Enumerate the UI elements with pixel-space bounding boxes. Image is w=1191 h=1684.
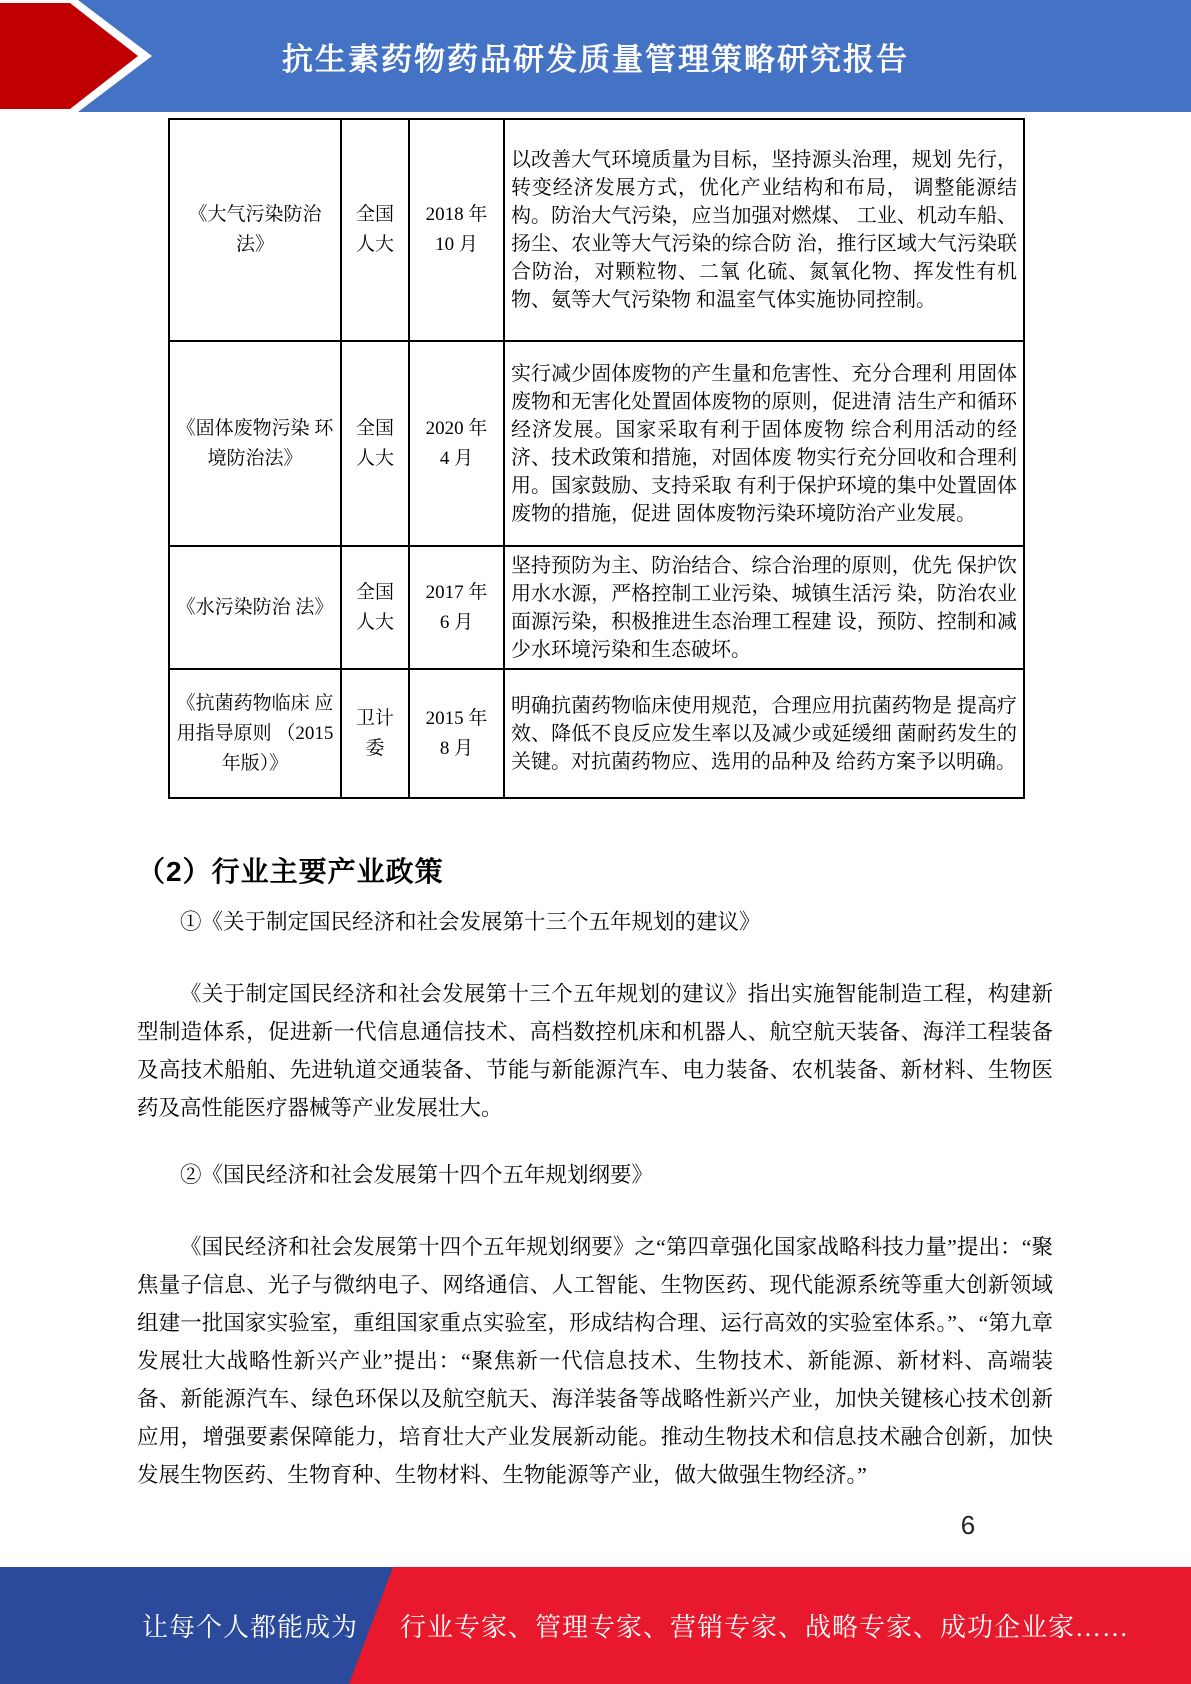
law-date: [409, 669, 504, 798]
law-date-year: 2015 年: [425, 707, 488, 729]
law-name: 《大气污染防治 法》: [169, 119, 341, 341]
law-date: [409, 341, 504, 546]
footer-band: [0, 1567, 1191, 1684]
report-title: 抗生素药物药品研发质量管理策略研究报告: [282, 41, 909, 77]
law-name: 《固体废物污染 环境防治法》: [169, 341, 341, 546]
policy-item-1: ①《关于制定国民经济和社会发展第十三个五年规划的建议》: [180, 910, 761, 934]
law-date-year: 2020 年: [425, 417, 488, 439]
law-date-month: 6 月: [439, 611, 474, 633]
law-date-year: 2017 年: [425, 581, 488, 603]
law-issuer: 全国人大: [341, 546, 409, 669]
law-issuer: 全国人大: [341, 119, 409, 341]
law-date-year: 2018 年: [425, 204, 488, 225]
footer-slogan-right: 行业专家、管理专家、营销专家、战略专家、成功企业家……: [400, 1613, 1130, 1642]
table-row: [169, 341, 1024, 546]
policy-paragraph-2: 《国民经济和社会发展第十四个五年规划纲要》之“第四章强化国家战略科技力量”提出：“聚焦量子信息、光子与微纳电子、网络通信、人工智能、生物医药、现代能源系统等重大创新领域组建一批国家实验室，重组国家重点实验室，形成结构合理、运行高效的实验室体系。”、“第九章发展壮大战略性新兴产业”提出：“聚焦新一代信息技术、生物技术、新能源、新材料、高端装备、新能源汽车、绿色环保以及航空航天、海洋装备等战略性新兴产业，加快关键核心技术创新应用，增强要素保障能力，培育壮大产业发展新动能。推动生物技术和信息技术融合创新，加快发展生物医药、生物育种、生物材料、生物能源等产业，做大做强生物经济。”: [137, 1235, 1053, 1487]
law-name: 《水污染防治 法》: [169, 546, 341, 669]
footer-slogan-left: 让每个人都能成为: [142, 1613, 359, 1642]
law-date-month: 8 月: [439, 737, 474, 759]
law-description: 坚持预防为主、防治结合、综合治理的原则，优先 保护饮用水水源，严格控制工业污染、城镇生活污 染，防治农业面源污染，积极推进生态治理工程建 设，预防、控制和减少水环境污染和生态破坏。: [504, 546, 1024, 669]
table-row: [169, 669, 1024, 798]
section-heading: （2）行业主要产业政策: [137, 856, 444, 887]
law-date-month: 4 月: [439, 447, 474, 469]
law-description: 明确抗菌药物临床使用规范，合理应用抗菌药物是 提高疗效、降低不良反应发生率以及减少或延缓细 菌耐药发生的关键。对抗菌药物应、选用的品种及 给药方案予以明确。: [504, 669, 1024, 798]
law-issuer: 卫计委: [341, 669, 409, 798]
table-row: [169, 546, 1024, 669]
laws-table: [168, 118, 1025, 799]
law-name: 《抗菌药物临床 应用指导原则 （2015 年版）》: [169, 669, 341, 798]
header-band: [0, 0, 1191, 112]
law-date: [409, 119, 504, 341]
page-number: 6: [960, 1510, 976, 1540]
table-row: [169, 119, 1024, 341]
law-description: 实行减少固体废物的产生量和危害性、充分合理利 用固体废物和无害化处置固体废物的原则，促进清 洁生产和循环经济发展。国家采取有利于固体废物 综合利用活动的经济、技术政策和措施，对固体废 物实行充分回收和合理利用。国家鼓励、支持采取 有利于保护环境的集中处置固体废物的措施，促进 固体废物污染环境防治产业发展。: [504, 341, 1024, 546]
law-date-month: 10 月: [435, 234, 478, 255]
law-issuer: 全国人大: [341, 341, 409, 546]
law-description: 以改善大气环境质量为目标，坚持源头治理，规划 先行，转变经济发展方式，优化产业结构和布局， 调整能源结构。防治大气污染，应当加强对燃煤、 工业、机动车船、扬尘、农业等大气污染的综合防 治，推行区域大气污染联合防治，对颗粒物、二氧 化硫、氮氧化物、挥发性有机物、氨等大气污染物 和温室气体实施协同控制。: [504, 119, 1024, 341]
policy-item-2: ②《国民经济和社会发展第十四个五年规划纲要》: [180, 1163, 654, 1187]
law-date: [409, 546, 504, 669]
policy-paragraph-1: 《关于制定国民经济和社会发展第十三个五年规划的建议》指出实施智能制造工程，构建新型制造体系，促进新一代信息通信技术、高档数控机床和机器人、航空航天装备、海洋工程装备及高技术船舶、先进轨道交通装备、节能与新能源汽车、电力装备、农机装备、新材料、生物医药及高性能医疗器械等产业发展壮大。: [137, 982, 1053, 1120]
